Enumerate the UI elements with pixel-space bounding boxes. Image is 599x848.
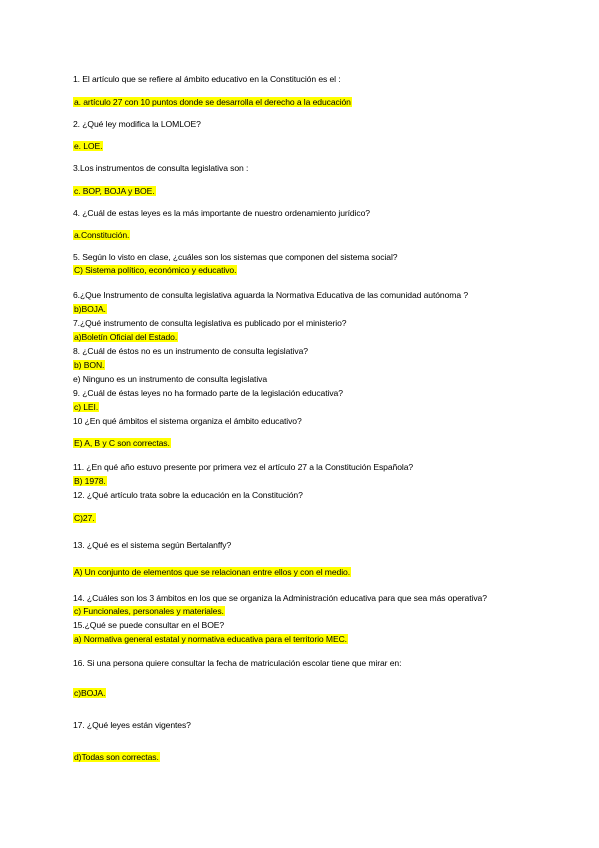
question-9 bbox=[73, 388, 343, 399]
answer-8 bbox=[73, 360, 105, 371]
highlighted-answer: C) Sistema político, económico y educativo. bbox=[74, 265, 237, 275]
question-6 bbox=[73, 290, 468, 301]
answer-8-option bbox=[73, 374, 267, 385]
highlighted-answer: d)Todas son correctas. bbox=[74, 752, 159, 762]
question-text: 16. Si una persona quiere consultar la fecha de matriculación escolar tiene que mirar en: bbox=[73, 658, 402, 668]
highlighted-answer: C)27. bbox=[74, 513, 95, 523]
answer-3 bbox=[73, 186, 156, 197]
highlighted-answer: a) Normativa general estatal y normativa educativa para el territorio MEC. bbox=[74, 634, 347, 644]
question-16 bbox=[73, 658, 401, 669]
question-17 bbox=[73, 720, 191, 731]
question-text: 1. El artículo que se refiere al ámbito educativo en la Constitución es el : bbox=[73, 74, 341, 84]
highlighted-answer: c) Funcionales, personales y materiales. bbox=[74, 606, 224, 616]
question-1 bbox=[73, 74, 341, 85]
question-5 bbox=[73, 252, 397, 263]
question-text: 3.Los instrumentos de consulta legislativa son : bbox=[73, 163, 249, 173]
highlighted-answer: b) BON. bbox=[74, 360, 105, 370]
answer-14 bbox=[73, 606, 225, 617]
question-14 bbox=[73, 593, 487, 604]
answer-7 bbox=[73, 332, 178, 343]
answer-2 bbox=[73, 141, 103, 152]
highlighted-answer: b)BOJA. bbox=[74, 304, 106, 314]
answer-12 bbox=[73, 513, 96, 524]
question-10 bbox=[73, 416, 302, 427]
question-text: 12. ¿Qué artículo trata sobre la educación en la Constitución? bbox=[73, 490, 303, 500]
question-text: 4. ¿Cuál de estas leyes es la más importante de nuestro ordenamiento jurídico? bbox=[73, 208, 370, 218]
highlighted-answer: B) 1978. bbox=[74, 476, 106, 486]
answer-17 bbox=[73, 752, 160, 763]
question-11 bbox=[73, 462, 413, 473]
question-13 bbox=[73, 540, 231, 551]
answer-13 bbox=[73, 567, 351, 578]
question-text: 7.¿Qué instrumento de consulta legislativa es publicado por el ministerio? bbox=[73, 318, 347, 328]
highlighted-answer: c)BOJA. bbox=[74, 688, 106, 698]
question-3 bbox=[73, 163, 248, 174]
answer-10 bbox=[73, 438, 171, 449]
question-text: 10 ¿En qué ámbitos el sistema organiza el ámbito educativo? bbox=[73, 416, 302, 426]
highlighted-answer: a)Boletín Oficial del Estado. bbox=[74, 332, 178, 342]
question-8 bbox=[73, 346, 308, 357]
answer-1 bbox=[73, 97, 352, 108]
highlighted-answer: c. BOP, BOJA y BOE. bbox=[74, 186, 155, 196]
question-text: 11. ¿En qué año estuvo presente por primera vez el artículo 27 a la Constitución Española? bbox=[73, 462, 414, 472]
question-text: 13. ¿Qué es el sistema según Bertalanffy? bbox=[73, 540, 232, 550]
question-2 bbox=[73, 119, 201, 130]
answer-9 bbox=[73, 402, 99, 413]
question-text: 5. Según lo visto en clase, ¿cuáles son los sistemas que componen del sistema social? bbox=[73, 252, 398, 262]
question-4 bbox=[73, 208, 370, 219]
question-12 bbox=[73, 490, 303, 501]
highlighted-answer: A) Un conjunto de elementos que se relacionan entre ellos y con el medio. bbox=[74, 567, 350, 577]
highlighted-answer: a. artículo 27 con 10 puntos donde se desarrolla el derecho a la educación bbox=[74, 97, 351, 107]
question-text: 14. ¿Cuáles son los 3 ámbitos en los que se organiza la Administración educativa para que sea más operativa? bbox=[73, 593, 487, 603]
question-text: 2. ¿Qué ley modifica la LOMLOE? bbox=[73, 119, 201, 129]
question-text: 8. ¿Cuál de éstos no es un instrumento de consulta legislativa? bbox=[73, 346, 308, 356]
question-15 bbox=[73, 620, 224, 631]
highlighted-answer: a.Constitución. bbox=[74, 230, 130, 240]
highlighted-answer: E) A, B y C son correctas. bbox=[74, 438, 170, 448]
question-text: 17. ¿Qué leyes están vigentes? bbox=[73, 720, 191, 730]
option-text: e) Ninguno es un instrumento de consulta legislativa bbox=[73, 374, 268, 384]
answer-11 bbox=[73, 476, 107, 487]
answer-5 bbox=[73, 265, 237, 276]
question-7 bbox=[73, 318, 346, 329]
highlighted-answer: e. LOE. bbox=[74, 141, 103, 151]
answer-4 bbox=[73, 230, 130, 241]
highlighted-answer: c) LEI. bbox=[74, 402, 99, 412]
answer-15 bbox=[73, 634, 348, 645]
question-text: 9. ¿Cuál de éstas leyes no ha formado parte de la legislación educativa? bbox=[73, 388, 343, 398]
question-text: 6.¿Que Instrumento de consulta legislativa aguarda la Normativa Educativa de las comunidad autónoma ? bbox=[73, 290, 468, 300]
answer-16 bbox=[73, 688, 106, 699]
question-text: 15.¿Qué se puede consultar en el BOE? bbox=[73, 620, 225, 630]
answer-6 bbox=[73, 304, 107, 315]
